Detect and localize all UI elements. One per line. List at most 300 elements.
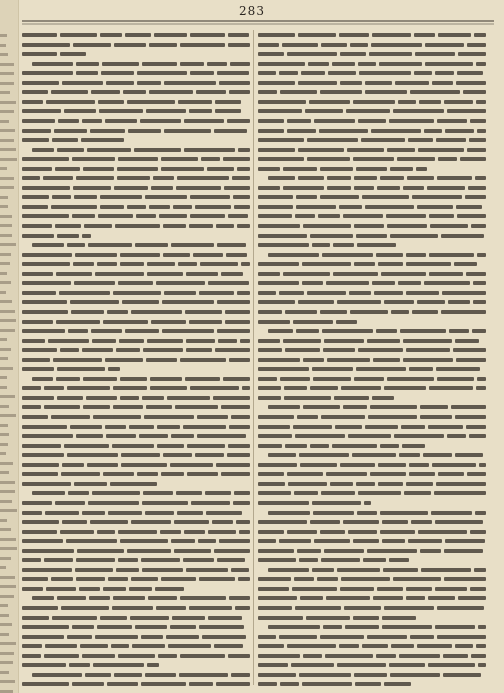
text-line-segment bbox=[412, 195, 462, 199]
text-line-segment bbox=[67, 635, 92, 639]
text-line-segment bbox=[184, 148, 235, 152]
text-line-segment bbox=[417, 205, 453, 209]
text-line-segment bbox=[56, 377, 80, 381]
text-line-segment bbox=[442, 291, 486, 295]
text-line-segment bbox=[302, 262, 351, 266]
text-line-segment bbox=[299, 673, 351, 677]
text-line-segment bbox=[44, 386, 64, 390]
text-line-segment bbox=[258, 386, 281, 390]
text-line-segment bbox=[180, 358, 226, 362]
text-line-segment bbox=[435, 625, 475, 629]
text-line-segment bbox=[127, 205, 146, 209]
text-line-segment bbox=[307, 157, 350, 161]
text-line-segment bbox=[258, 530, 284, 534]
text-line-segment bbox=[469, 434, 486, 438]
text-line-segment bbox=[258, 491, 291, 495]
text-line-segment bbox=[359, 71, 411, 75]
text-line-segment bbox=[57, 396, 83, 400]
text-line-segment bbox=[288, 482, 327, 486]
adjacent-page-text-fragment bbox=[0, 262, 10, 265]
text-line-segment bbox=[394, 434, 444, 438]
text-line-segment bbox=[305, 109, 343, 113]
text-line-segment bbox=[170, 463, 213, 467]
text-line-segment bbox=[324, 549, 364, 553]
text-line-segment bbox=[287, 530, 317, 534]
text-line-segment bbox=[111, 644, 129, 648]
text-line-segment bbox=[258, 596, 297, 600]
text-line-segment bbox=[22, 482, 71, 486]
text-line-segment bbox=[400, 329, 446, 333]
adjacent-page-text-fragment bbox=[0, 348, 11, 351]
text-line-segment bbox=[172, 616, 205, 620]
text-line-segment bbox=[425, 62, 473, 66]
text-line-segment bbox=[320, 635, 364, 639]
text-line-segment bbox=[66, 539, 117, 543]
text-line-segment bbox=[347, 148, 384, 152]
text-line-segment bbox=[22, 511, 42, 515]
text-line-segment bbox=[268, 568, 309, 572]
text-line-segment bbox=[178, 262, 197, 266]
text-line-segment bbox=[229, 425, 250, 429]
text-line-segment bbox=[113, 386, 147, 390]
text-line-segment bbox=[320, 310, 347, 314]
text-line-segment bbox=[235, 606, 250, 610]
text-line-segment bbox=[443, 654, 468, 658]
text-line-segment bbox=[354, 176, 377, 180]
text-line-segment bbox=[184, 530, 205, 534]
text-line-segment bbox=[383, 568, 418, 572]
adjacent-page-text-fragment bbox=[0, 395, 15, 398]
text-line-segment bbox=[216, 224, 234, 228]
text-line-segment bbox=[399, 654, 440, 658]
text-line-segment bbox=[303, 224, 351, 228]
text-line-segment bbox=[354, 262, 375, 266]
text-line-segment bbox=[398, 100, 416, 104]
text-line-segment bbox=[352, 453, 396, 457]
adjacent-page-text-fragment bbox=[0, 633, 9, 636]
text-line-segment bbox=[22, 52, 57, 56]
text-line-segment bbox=[142, 501, 188, 505]
text-line-segment bbox=[298, 300, 334, 304]
text-line-segment bbox=[384, 606, 434, 610]
text-line-segment bbox=[424, 281, 470, 285]
text-line-segment bbox=[340, 52, 366, 56]
text-line-segment bbox=[88, 243, 132, 247]
text-line-segment bbox=[438, 157, 457, 161]
text-line-segment bbox=[190, 33, 225, 37]
adjacent-page-text-fragment bbox=[0, 680, 15, 683]
text-line-segment bbox=[258, 119, 284, 123]
text-line-segment bbox=[62, 81, 103, 85]
text-line-segment bbox=[176, 186, 221, 190]
text-line-segment bbox=[233, 501, 250, 505]
text-line-segment bbox=[229, 358, 250, 362]
text-line-segment bbox=[167, 396, 210, 400]
adjacent-page-text-fragment bbox=[0, 671, 9, 674]
text-line-segment bbox=[337, 568, 380, 572]
text-line-segment bbox=[258, 100, 306, 104]
text-line-segment bbox=[228, 33, 249, 37]
adjacent-page-text-fragment bbox=[0, 319, 16, 322]
text-line-segment bbox=[190, 71, 214, 75]
text-line-segment bbox=[258, 682, 277, 686]
text-line-segment bbox=[343, 520, 379, 524]
text-line-segment bbox=[22, 329, 65, 333]
adjacent-page-text-fragment bbox=[0, 310, 15, 313]
adjacent-page-text-fragment bbox=[0, 528, 11, 531]
text-line-segment bbox=[343, 405, 367, 409]
text-line-segment bbox=[62, 520, 87, 524]
text-line-segment bbox=[279, 635, 317, 639]
text-line-segment bbox=[196, 90, 226, 94]
text-line-segment bbox=[402, 444, 425, 448]
text-line-segment bbox=[221, 405, 250, 409]
text-line-segment bbox=[117, 167, 158, 171]
text-line-segment bbox=[237, 224, 250, 228]
adjacent-page-text-fragment bbox=[0, 148, 16, 151]
text-line-segment bbox=[472, 329, 486, 333]
text-line-segment bbox=[171, 434, 194, 438]
text-line-segment bbox=[72, 214, 95, 218]
text-line-segment bbox=[362, 195, 409, 199]
text-line-segment bbox=[258, 358, 300, 362]
text-line-segment bbox=[373, 358, 400, 362]
text-line-segment bbox=[150, 386, 187, 390]
text-line-segment bbox=[432, 81, 453, 85]
text-line-segment bbox=[373, 596, 403, 600]
text-line-segment bbox=[353, 616, 379, 620]
text-line-segment bbox=[120, 377, 147, 381]
text-line-segment bbox=[157, 444, 184, 448]
text-line-segment bbox=[327, 358, 370, 362]
text-line-segment bbox=[112, 444, 154, 448]
text-line-segment bbox=[229, 90, 250, 94]
text-line-segment bbox=[356, 367, 406, 371]
text-line-segment bbox=[431, 511, 472, 515]
text-line-segment bbox=[477, 253, 486, 257]
text-line-segment bbox=[64, 444, 109, 448]
text-line-segment bbox=[90, 129, 125, 133]
text-line-segment bbox=[325, 654, 373, 658]
text-line-segment bbox=[55, 224, 81, 228]
text-line-segment bbox=[356, 167, 387, 171]
text-line-segment bbox=[420, 415, 452, 419]
text-line-segment bbox=[382, 539, 405, 543]
text-line-segment bbox=[141, 558, 180, 562]
text-line-segment bbox=[189, 109, 212, 113]
text-line-segment bbox=[71, 310, 104, 314]
text-line-segment bbox=[149, 90, 193, 94]
text-line-segment bbox=[241, 262, 250, 266]
text-line-segment bbox=[410, 90, 460, 94]
text-line-segment bbox=[406, 587, 432, 591]
text-line-segment bbox=[113, 291, 161, 295]
text-line-segment bbox=[268, 511, 310, 515]
text-line-segment bbox=[22, 272, 53, 276]
text-line-segment bbox=[473, 281, 486, 285]
adjacent-page-text-fragment bbox=[0, 585, 16, 588]
text-line-segment bbox=[380, 530, 415, 534]
text-line-segment bbox=[64, 109, 96, 113]
text-line-segment bbox=[22, 138, 49, 142]
text-line-segment bbox=[89, 596, 110, 600]
text-line-segment bbox=[51, 577, 73, 581]
text-line-segment bbox=[80, 644, 108, 648]
text-line-segment bbox=[110, 482, 157, 486]
text-line-segment bbox=[82, 119, 102, 123]
text-line-segment bbox=[22, 405, 41, 409]
text-line-segment bbox=[186, 348, 212, 352]
text-line-segment bbox=[189, 224, 213, 228]
text-line-segment bbox=[447, 434, 466, 438]
text-line-segment bbox=[146, 405, 172, 409]
text-line-segment bbox=[57, 148, 84, 152]
text-line-segment bbox=[45, 511, 79, 515]
text-line-segment bbox=[225, 320, 250, 324]
text-line-segment bbox=[127, 100, 175, 104]
text-line-segment bbox=[121, 453, 160, 457]
text-line-segment bbox=[163, 224, 186, 228]
text-line-segment bbox=[57, 234, 79, 238]
text-line-segment bbox=[258, 673, 296, 677]
text-line-segment bbox=[340, 587, 374, 591]
text-line-segment bbox=[75, 568, 113, 572]
text-line-segment bbox=[158, 654, 177, 658]
text-line-segment bbox=[258, 635, 276, 639]
text-line-segment bbox=[458, 596, 486, 600]
adjacent-page-text-fragment bbox=[0, 462, 13, 465]
text-line-segment bbox=[147, 339, 183, 343]
text-line-segment bbox=[171, 539, 195, 543]
text-line-segment bbox=[166, 635, 199, 639]
text-line-segment bbox=[258, 281, 299, 285]
text-line-segment bbox=[83, 377, 117, 381]
text-line-segment bbox=[406, 253, 426, 257]
text-line-segment bbox=[268, 329, 293, 333]
text-line-segment bbox=[170, 625, 196, 629]
text-line-segment bbox=[129, 425, 154, 429]
text-line-segment bbox=[97, 530, 115, 534]
text-line-segment bbox=[309, 100, 350, 104]
text-line-segment bbox=[22, 577, 48, 581]
text-line-segment bbox=[22, 320, 53, 324]
text-line-segment bbox=[208, 530, 236, 534]
text-line-segment bbox=[108, 367, 120, 371]
text-line-segment bbox=[73, 43, 111, 47]
text-line-segment bbox=[44, 405, 80, 409]
text-line-segment bbox=[154, 33, 187, 37]
text-line-segment bbox=[332, 62, 355, 66]
text-line-segment bbox=[228, 444, 250, 448]
text-line-segment bbox=[365, 425, 398, 429]
text-line-segment bbox=[441, 310, 486, 314]
text-line-segment bbox=[22, 434, 73, 438]
text-line-segment bbox=[147, 272, 183, 276]
text-line-segment bbox=[384, 386, 426, 390]
text-line-segment bbox=[22, 300, 67, 304]
text-line-segment bbox=[100, 195, 142, 199]
text-line-segment bbox=[22, 71, 73, 75]
text-line-segment bbox=[456, 81, 486, 85]
text-line-segment bbox=[186, 339, 215, 343]
text-line-segment bbox=[22, 195, 49, 199]
text-line-segment bbox=[32, 243, 64, 247]
text-line-segment bbox=[258, 501, 309, 505]
text-line-segment bbox=[425, 43, 464, 47]
text-line-segment bbox=[87, 148, 131, 152]
text-line-segment bbox=[339, 33, 369, 37]
text-line-segment bbox=[79, 587, 100, 591]
text-line-segment bbox=[382, 520, 408, 524]
text-line-segment bbox=[372, 396, 394, 400]
text-line-segment bbox=[387, 148, 415, 152]
text-line-segment bbox=[390, 673, 440, 677]
text-line-segment bbox=[120, 262, 144, 266]
text-line-segment bbox=[258, 138, 304, 142]
text-line-segment bbox=[424, 129, 442, 133]
text-line-segment bbox=[283, 167, 317, 171]
text-line-segment bbox=[239, 530, 250, 534]
text-line-segment bbox=[465, 195, 486, 199]
text-line-segment bbox=[355, 682, 381, 686]
text-line-segment bbox=[156, 606, 186, 610]
text-line-segment bbox=[349, 291, 371, 295]
text-line-segment bbox=[258, 558, 296, 562]
text-line-segment bbox=[457, 71, 483, 75]
text-line-segment bbox=[127, 549, 171, 553]
text-line-segment bbox=[236, 520, 250, 524]
text-line-segment bbox=[258, 377, 277, 381]
text-line-segment bbox=[212, 520, 233, 524]
text-line-segment bbox=[76, 176, 114, 180]
text-line-segment bbox=[437, 119, 467, 123]
text-line-segment bbox=[348, 530, 377, 534]
text-line-segment bbox=[48, 339, 89, 343]
adjacent-page-text-fragment bbox=[0, 186, 14, 189]
text-line-segment bbox=[217, 329, 250, 333]
text-line-segment bbox=[147, 262, 175, 266]
text-line-segment bbox=[177, 511, 203, 515]
text-line-segment bbox=[70, 300, 119, 304]
text-line-segment bbox=[146, 358, 177, 362]
text-line-segment bbox=[380, 176, 404, 180]
text-line-segment bbox=[191, 501, 230, 505]
text-line-segment bbox=[128, 129, 161, 133]
text-line-segment bbox=[72, 157, 115, 161]
text-line-segment bbox=[84, 224, 112, 228]
text-line-segment bbox=[137, 71, 187, 75]
text-line-segment bbox=[401, 425, 425, 429]
text-line-segment bbox=[161, 472, 184, 476]
text-line-segment bbox=[190, 195, 230, 199]
text-line-segment bbox=[333, 243, 354, 247]
text-line-segment bbox=[285, 444, 307, 448]
text-line-segment bbox=[378, 463, 406, 467]
text-line-segment bbox=[131, 577, 158, 581]
text-line-segment bbox=[357, 511, 377, 515]
text-line-segment bbox=[76, 71, 98, 75]
text-line-segment bbox=[382, 616, 416, 620]
text-line-segment bbox=[67, 386, 110, 390]
text-line-segment bbox=[326, 281, 369, 285]
text-line-segment bbox=[125, 329, 159, 333]
text-line-segment bbox=[476, 386, 486, 390]
text-line-segment bbox=[469, 138, 486, 142]
text-line-segment bbox=[407, 176, 434, 180]
adjacent-page-text-fragment bbox=[0, 110, 14, 113]
text-line-segment bbox=[118, 281, 153, 285]
adjacent-page-text-fragment bbox=[0, 63, 14, 66]
text-line-segment bbox=[240, 339, 250, 343]
text-line-segment bbox=[258, 33, 295, 37]
text-line-segment bbox=[258, 654, 300, 658]
header-ornament bbox=[22, 18, 494, 26]
text-line-segment bbox=[436, 138, 466, 142]
text-line-segment bbox=[216, 682, 250, 686]
text-line-segment bbox=[370, 472, 406, 476]
text-line-segment bbox=[410, 635, 434, 639]
text-line-segment bbox=[22, 310, 68, 314]
text-line-segment bbox=[83, 167, 114, 171]
text-line-segment bbox=[99, 109, 143, 113]
text-line-segment bbox=[156, 281, 205, 285]
text-line-segment bbox=[141, 635, 163, 639]
text-line-segment bbox=[334, 396, 369, 400]
text-line-segment bbox=[123, 90, 146, 94]
text-line-segment bbox=[22, 539, 63, 543]
adjacent-page-text-fragment bbox=[0, 120, 9, 123]
text-line-segment bbox=[91, 329, 122, 333]
text-line-segment bbox=[258, 224, 300, 228]
text-line-segment bbox=[279, 291, 304, 295]
text-line-segment bbox=[231, 415, 250, 419]
text-line-segment bbox=[429, 253, 474, 257]
text-line-segment bbox=[258, 90, 277, 94]
text-line-segment bbox=[97, 625, 132, 629]
text-line-segment bbox=[456, 358, 486, 362]
text-line-segment bbox=[258, 71, 276, 75]
text-line-segment bbox=[320, 167, 353, 171]
text-line-segment bbox=[357, 243, 396, 247]
text-line-segment bbox=[229, 596, 250, 600]
text-line-segment bbox=[60, 348, 79, 352]
text-line-segment bbox=[479, 463, 486, 467]
text-line-segment bbox=[403, 186, 424, 190]
text-line-segment bbox=[258, 320, 290, 324]
text-line-segment bbox=[22, 549, 74, 553]
text-line-segment bbox=[180, 43, 225, 47]
text-line-segment bbox=[73, 186, 111, 190]
text-line-segment bbox=[341, 577, 390, 581]
text-line-segment bbox=[175, 405, 218, 409]
text-line-segment bbox=[284, 396, 331, 400]
adjacent-page-text-fragment bbox=[0, 338, 7, 341]
text-line-segment bbox=[258, 463, 297, 467]
text-line-segment bbox=[22, 100, 43, 104]
text-line-segment bbox=[258, 396, 281, 400]
text-line-segment bbox=[415, 52, 455, 56]
text-line-segment bbox=[268, 253, 319, 257]
text-line-segment bbox=[22, 444, 61, 448]
text-line-segment bbox=[312, 501, 361, 505]
text-line-segment bbox=[163, 253, 190, 257]
text-line-segment bbox=[300, 463, 337, 467]
text-line-segment bbox=[22, 568, 72, 572]
text-line-segment bbox=[61, 606, 109, 610]
text-line-segment bbox=[430, 224, 468, 228]
text-line-segment bbox=[321, 558, 360, 562]
text-line-segment bbox=[88, 501, 139, 505]
